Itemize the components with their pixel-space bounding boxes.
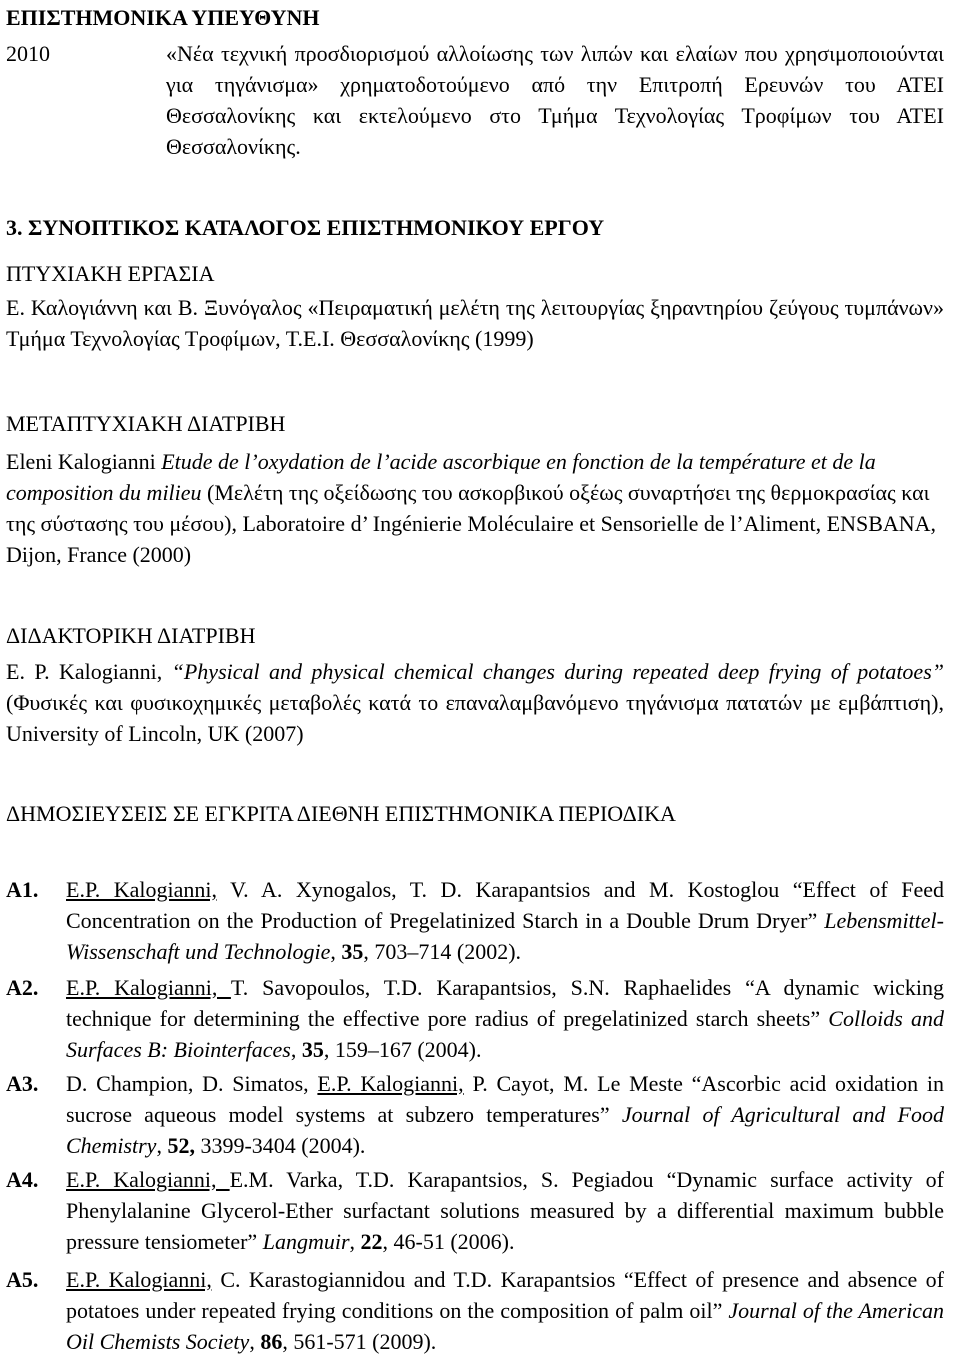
publication-self-author: E.P. Kalogianni,: [66, 877, 217, 902]
publication-coauthors: C. Karastogiannidou and T.D. Karapantsios: [211, 1267, 624, 1292]
publications-title: ΔΗΜΟΣΙΕΥΣΕΙΣ ΣΕ ΕΓΚΡΙΤΑ ΔΙΕΘΝΗ ΕΠΙΣΤΗΜΟΝΙΚΑ ΠΕΡΙΟΔΙΚΑ: [6, 801, 676, 826]
project-text: «Νέα τεχνική προσδιορισμού αλλοίωσης των λιπών και ελαίων που χρησιμοποιούνται για τηγάνισμα» χρηματοδοτούμενο από την Επιτροπή Ερευνών του ΑΤΕΙ Θεσσαλονίκης και εκτελούμενο στο Τμήμα Τεχνολογίας Τροφίμων του ΑΤΕΙ Θεσσαλονίκης.: [166, 41, 944, 159]
publication-item: [6, 874, 944, 967]
publication-title: “Ascorbic acid oxidation in sucrose aqueous model systems at subzero temperatures”: [66, 1071, 944, 1127]
publication-self-author: E.P. Kalogianni,: [66, 975, 231, 1000]
phd-text: [6, 656, 944, 749]
publication-item: [6, 972, 944, 1065]
publication-item: [6, 1164, 944, 1257]
publication-volume: 35: [341, 939, 364, 964]
masters-title: ΜΕΤΑΠΤΥΧΙΑΚΗ ΔΙΑΤΡΙΒΗ: [6, 411, 286, 436]
publication-volume: 22: [360, 1229, 383, 1254]
publication-title: “Dynamic surface activity of Phenylalanine Glycerol-Ether surfactant solutions measured by a differential maximum bubble pressure tensiometer”: [66, 1167, 945, 1254]
section-header: ΕΠΙΣΤΗΜΟΝΙΚΑ ΥΠΕΥΘΥΝΗ: [6, 5, 320, 30]
publication-coauthors: E.M. Varka, T.D. Karapantsios, S. Pegiadou: [229, 1167, 667, 1192]
publication-pages: 3399-3404 (2004).: [194, 1133, 366, 1158]
section3-title: 3. ΣΥΝΟΠΤΙΚΟΣ ΚΑΤΑΛΟΓΟΣ ΕΠΙΣΤΗΜΟΝΙΚΟΥ ΕΡΓΟΥ: [6, 215, 605, 240]
publication-journal: Colloids and Surfaces B: Biointerfaces: [66, 1006, 944, 1062]
publication-volume: 86: [260, 1329, 283, 1354]
publication-title: “Effect of presence and absence of potatoes under repeated frying conditions on the composition of palm oil”: [66, 1267, 944, 1323]
publication-title: “A dynamic wicking technique for determining the effective pore radius of pregelatinized starch sheets”: [66, 975, 944, 1031]
diploma-title: ΠΤΥΧΙΑΚΗ ΕΡΓΑΣΙΑ: [6, 261, 215, 286]
publication-pages: , 703–714 (2002).: [363, 939, 522, 964]
publication-coauthors-before: D. Champion, D. Simatos,: [66, 1071, 318, 1096]
publication-separator: ,: [249, 1329, 261, 1354]
publication-number: A4.: [6, 1167, 39, 1192]
phd-rest: (Φυσικές και φυσικοχημικές μεταβολές κατά το επαναλαμβανόμενο τηγάνισμα πατατών με εμβάπτιση), University of Lincoln, UK (2007): [6, 690, 944, 746]
publication-pages: , 561-571 (2009).: [282, 1329, 437, 1354]
publication-journal: Langmuir: [262, 1229, 350, 1254]
publication-number: A5.: [6, 1267, 39, 1292]
publication-journal: Journal of Agricultural and Food Chemistry: [66, 1102, 944, 1158]
publication-separator: ,: [290, 1037, 302, 1062]
masters-author: Eleni Kalogianni: [6, 449, 162, 474]
publication-item: [6, 1264, 944, 1357]
publication-journal: Journal of the American Oil Chemists Society: [66, 1298, 944, 1354]
masters-rest: (Μελέτη της οξείδωσης του ασκορβικού οξέως συναρτήσει της θερμοκρασίας και της σύστασης του μέσου), Laboratoire d’ Ingénierie Moléculaire et Sensorielle de l’Aliment, ENSBANA, Dijon, France (2000): [6, 480, 937, 567]
publication-separator: ,: [349, 1229, 361, 1254]
publication-volume: 35: [301, 1037, 324, 1062]
project-entry: [6, 38, 944, 162]
publication-volume: 52,: [167, 1133, 195, 1158]
publication-number: A3.: [6, 1071, 39, 1096]
publication-title: “Effect of Feed Concentration on the Production of Pregelatinized Starch in a Double Drum Dryer”: [66, 877, 944, 933]
publication-coauthors: V. A. Xynogalos, T. D. Karapantsios and M. Kostoglou: [217, 877, 793, 902]
project-year: 2010: [6, 41, 50, 66]
masters-text: [6, 446, 944, 570]
phd-thesis-title: “Physical and physical chemical changes during repeated deep frying of potatoes”: [171, 659, 944, 684]
publication-item: [6, 1068, 944, 1161]
publication-journal: Lebensmittel-Wissenschaft und Technologie: [66, 908, 944, 964]
diploma-text: Ε. Καλογιάννη και Β. Ξυνόγαλος «Πειραματική μελέτη της λειτουργίας ξηραντηρίου ζεύγους τυμπάνων» Τμήμα Τεχνολογίας Τροφίμων, Τ.Ε.Ι. Θεσσαλονίκης (1999): [6, 295, 944, 351]
publication-coauthors: T. Savopoulos, T.D. Karapantsios, S.N. Raphaelides: [230, 975, 746, 1000]
publication-number: A2.: [6, 975, 39, 1000]
publication-separator: ,: [156, 1133, 168, 1158]
publication-self-author: E.P. Kalogianni,: [66, 1267, 212, 1292]
publication-self-author: E.P. Kalogianni,: [317, 1071, 464, 1096]
phd-title: ΔΙΔΑΚΤΟΡΙΚΗ ΔΙΑΤΡΙΒΗ: [6, 623, 256, 648]
publication-coauthors: P. Cayot, M. Le Meste: [463, 1071, 692, 1096]
publication-number: A1.: [6, 877, 39, 902]
publication-self-author: E.P. Kalogianni,: [66, 1167, 230, 1192]
publication-pages: , 159–167 (2004).: [323, 1037, 482, 1062]
masters-thesis-title: Etude de l’oxydation de l’acide ascorbique en fonction de la température et de la composition du milieu: [6, 449, 876, 505]
publication-separator: ,: [330, 939, 342, 964]
publication-pages: , 46-51 (2006).: [382, 1229, 515, 1254]
phd-author: E. P. Kalogianni,: [6, 659, 172, 684]
